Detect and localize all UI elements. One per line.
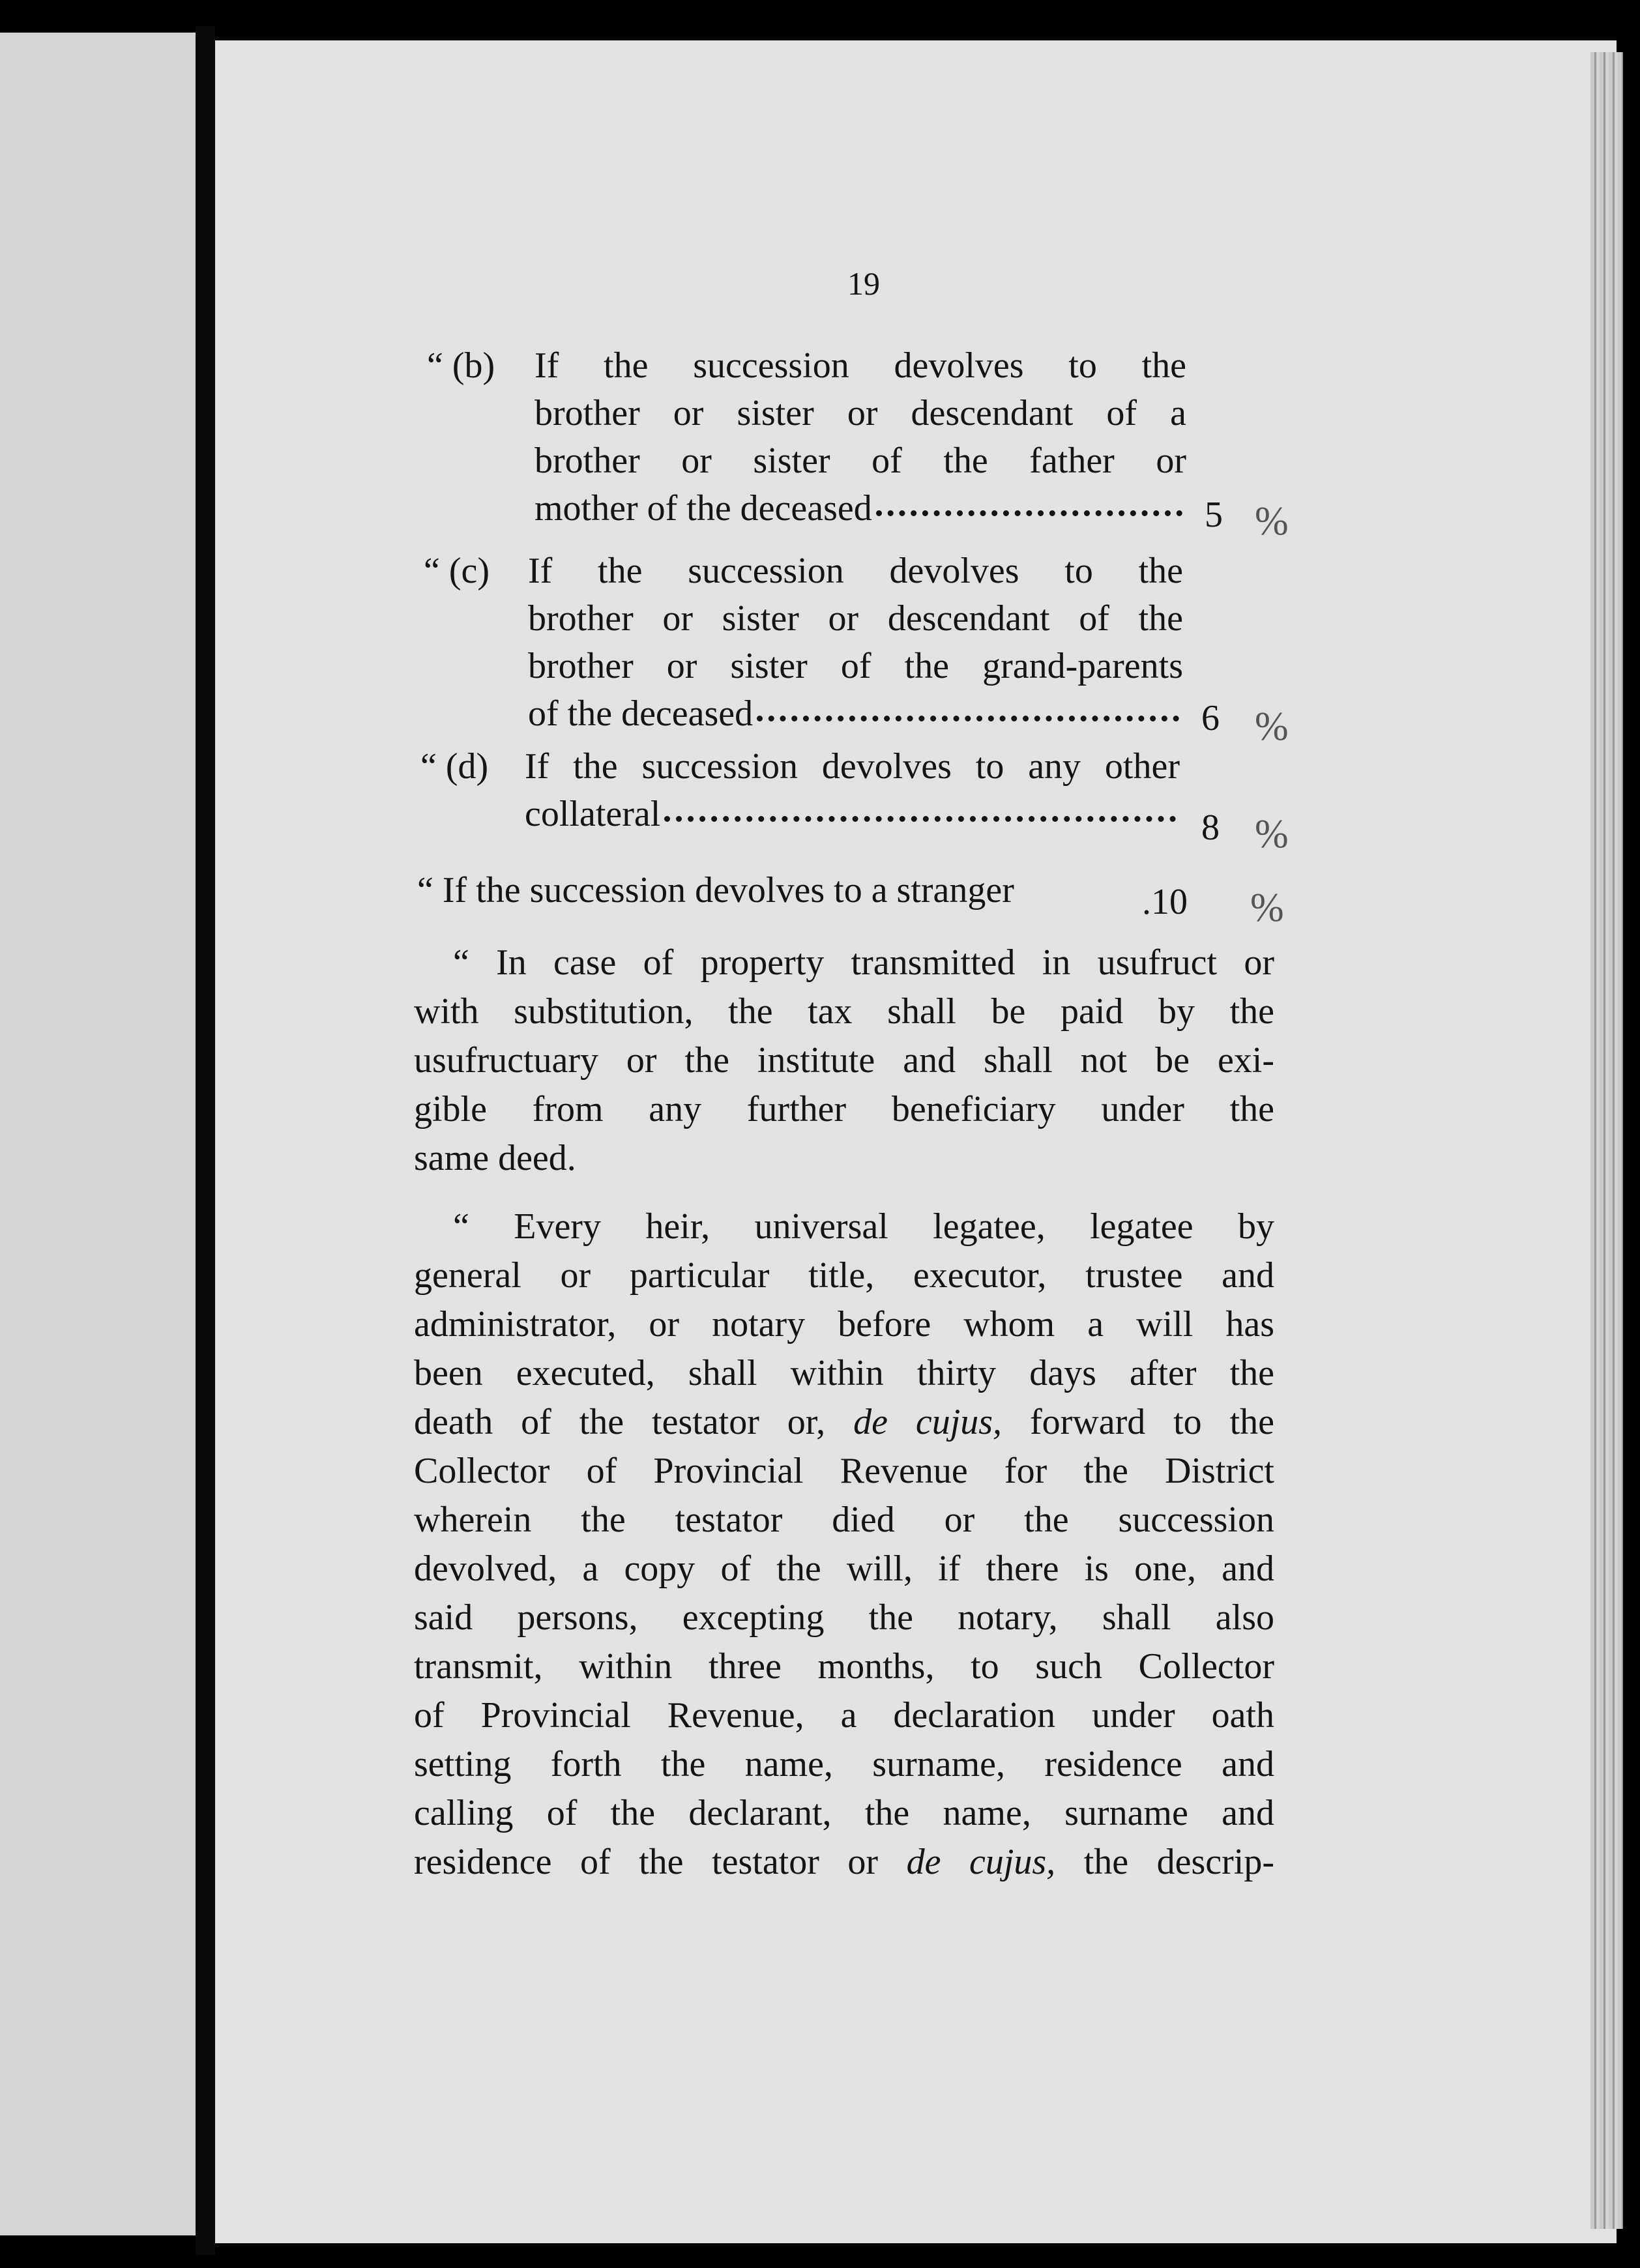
entry-line: brother or sister of the grand-parents bbox=[528, 646, 1183, 686]
paragraph-text: residence of the testator or bbox=[414, 1842, 879, 1882]
entry-line: If the succession devolves to any other bbox=[525, 746, 1180, 787]
entry-line: brother or sister or descendant of the bbox=[528, 598, 1183, 639]
paragraph-line bbox=[414, 1838, 1274, 1887]
paragraph-text: death of the testator or, bbox=[414, 1402, 826, 1442]
paragraph-line: setting forth the name, surname, residence and bbox=[414, 1744, 1274, 1784]
rate-value: .10 bbox=[1142, 882, 1188, 922]
adjacent-page bbox=[0, 33, 196, 2235]
entry-marker: “ (b) bbox=[427, 345, 495, 386]
entry-line: of the deceased bbox=[528, 693, 754, 734]
paragraph-line: calling of the declarant, the name, surname and bbox=[414, 1793, 1274, 1833]
rate-entry-c bbox=[424, 547, 1193, 743]
percent-sign: % bbox=[1255, 812, 1289, 856]
rate-value: 8 bbox=[1201, 807, 1220, 848]
paragraph-line: Collector of Provincial Revenue for the District bbox=[414, 1451, 1274, 1491]
paragraph-line: administrator, or notary before whom a will has bbox=[414, 1304, 1274, 1345]
paragraph-line bbox=[414, 1398, 1274, 1447]
paragraph-line: “ Every heir, universal legatee, legatee by bbox=[453, 1206, 1274, 1247]
entry-marker: “ (c) bbox=[424, 551, 490, 591]
paragraph-line: been executed, shall within thirty days after the bbox=[414, 1353, 1274, 1393]
paragraph-line: same deed. bbox=[414, 1138, 576, 1178]
paragraph-line: wherein the testator died or the succession bbox=[414, 1500, 1274, 1540]
rate-entry-stranger bbox=[417, 867, 1219, 919]
dot-leader bbox=[757, 716, 1179, 721]
dot-leader bbox=[664, 816, 1176, 822]
paragraph-line: transmit, within three months, to such Collector bbox=[414, 1646, 1274, 1687]
entry-leader-line bbox=[525, 791, 1180, 838]
stranger-line: “ If the succession devolves to a stranger bbox=[417, 870, 1014, 910]
paragraph-line: devolved, a copy of the will, if there is one, and bbox=[414, 1548, 1274, 1589]
paragraph-text: forward to the bbox=[1029, 1402, 1274, 1442]
paragraph-line: “ In case of property transmitted in usufruct or bbox=[453, 942, 1274, 983]
entry-leader-line bbox=[534, 485, 1186, 532]
percent-sign: % bbox=[1255, 705, 1289, 749]
paragraph-text: the descrip- bbox=[1083, 1842, 1275, 1882]
paragraph-declaration bbox=[414, 1202, 1274, 1887]
paragraph-usufruct bbox=[414, 938, 1274, 1183]
page-number: 19 bbox=[847, 265, 880, 302]
percent-sign: % bbox=[1250, 886, 1284, 930]
entry-line: brother or sister of the father or bbox=[534, 441, 1186, 481]
entry-line: If the succession devolves to the bbox=[534, 345, 1186, 386]
paragraph-line: with substitution, the tax shall be paid by the bbox=[414, 991, 1274, 1032]
paragraph-line: general or particular title, executor, trustee and bbox=[414, 1255, 1274, 1296]
entry-line: If the succession devolves to the bbox=[528, 551, 1183, 591]
entry-leader-line bbox=[528, 690, 1183, 738]
paragraph-line: of Provincial Revenue, a declaration under oath bbox=[414, 1695, 1274, 1736]
rate-entry-d bbox=[420, 743, 1190, 841]
paragraph-line: said persons, excepting the notary, shall also bbox=[414, 1597, 1274, 1638]
dot-leader bbox=[876, 510, 1182, 516]
entry-line: collateral bbox=[525, 794, 661, 834]
entry-marker: “ (d) bbox=[420, 746, 489, 787]
rate-value: 6 bbox=[1201, 698, 1220, 738]
rate-entry-b bbox=[427, 342, 1196, 538]
italic-term: de cujus, bbox=[853, 1402, 1003, 1442]
entry-line: mother of the deceased bbox=[534, 488, 872, 529]
entry-line: brother or sister or descendant of a bbox=[534, 393, 1186, 433]
percent-sign: % bbox=[1255, 499, 1289, 544]
book-gutter bbox=[196, 26, 215, 2255]
paragraph-line: usufructuary or the institute and shall not be exi- bbox=[414, 1040, 1274, 1081]
page-edges bbox=[1590, 52, 1623, 2229]
paragraph-line: gible from any further beneficiary under the bbox=[414, 1089, 1274, 1129]
rate-value: 5 bbox=[1205, 495, 1223, 535]
italic-term: de cujus, bbox=[906, 1842, 1056, 1882]
